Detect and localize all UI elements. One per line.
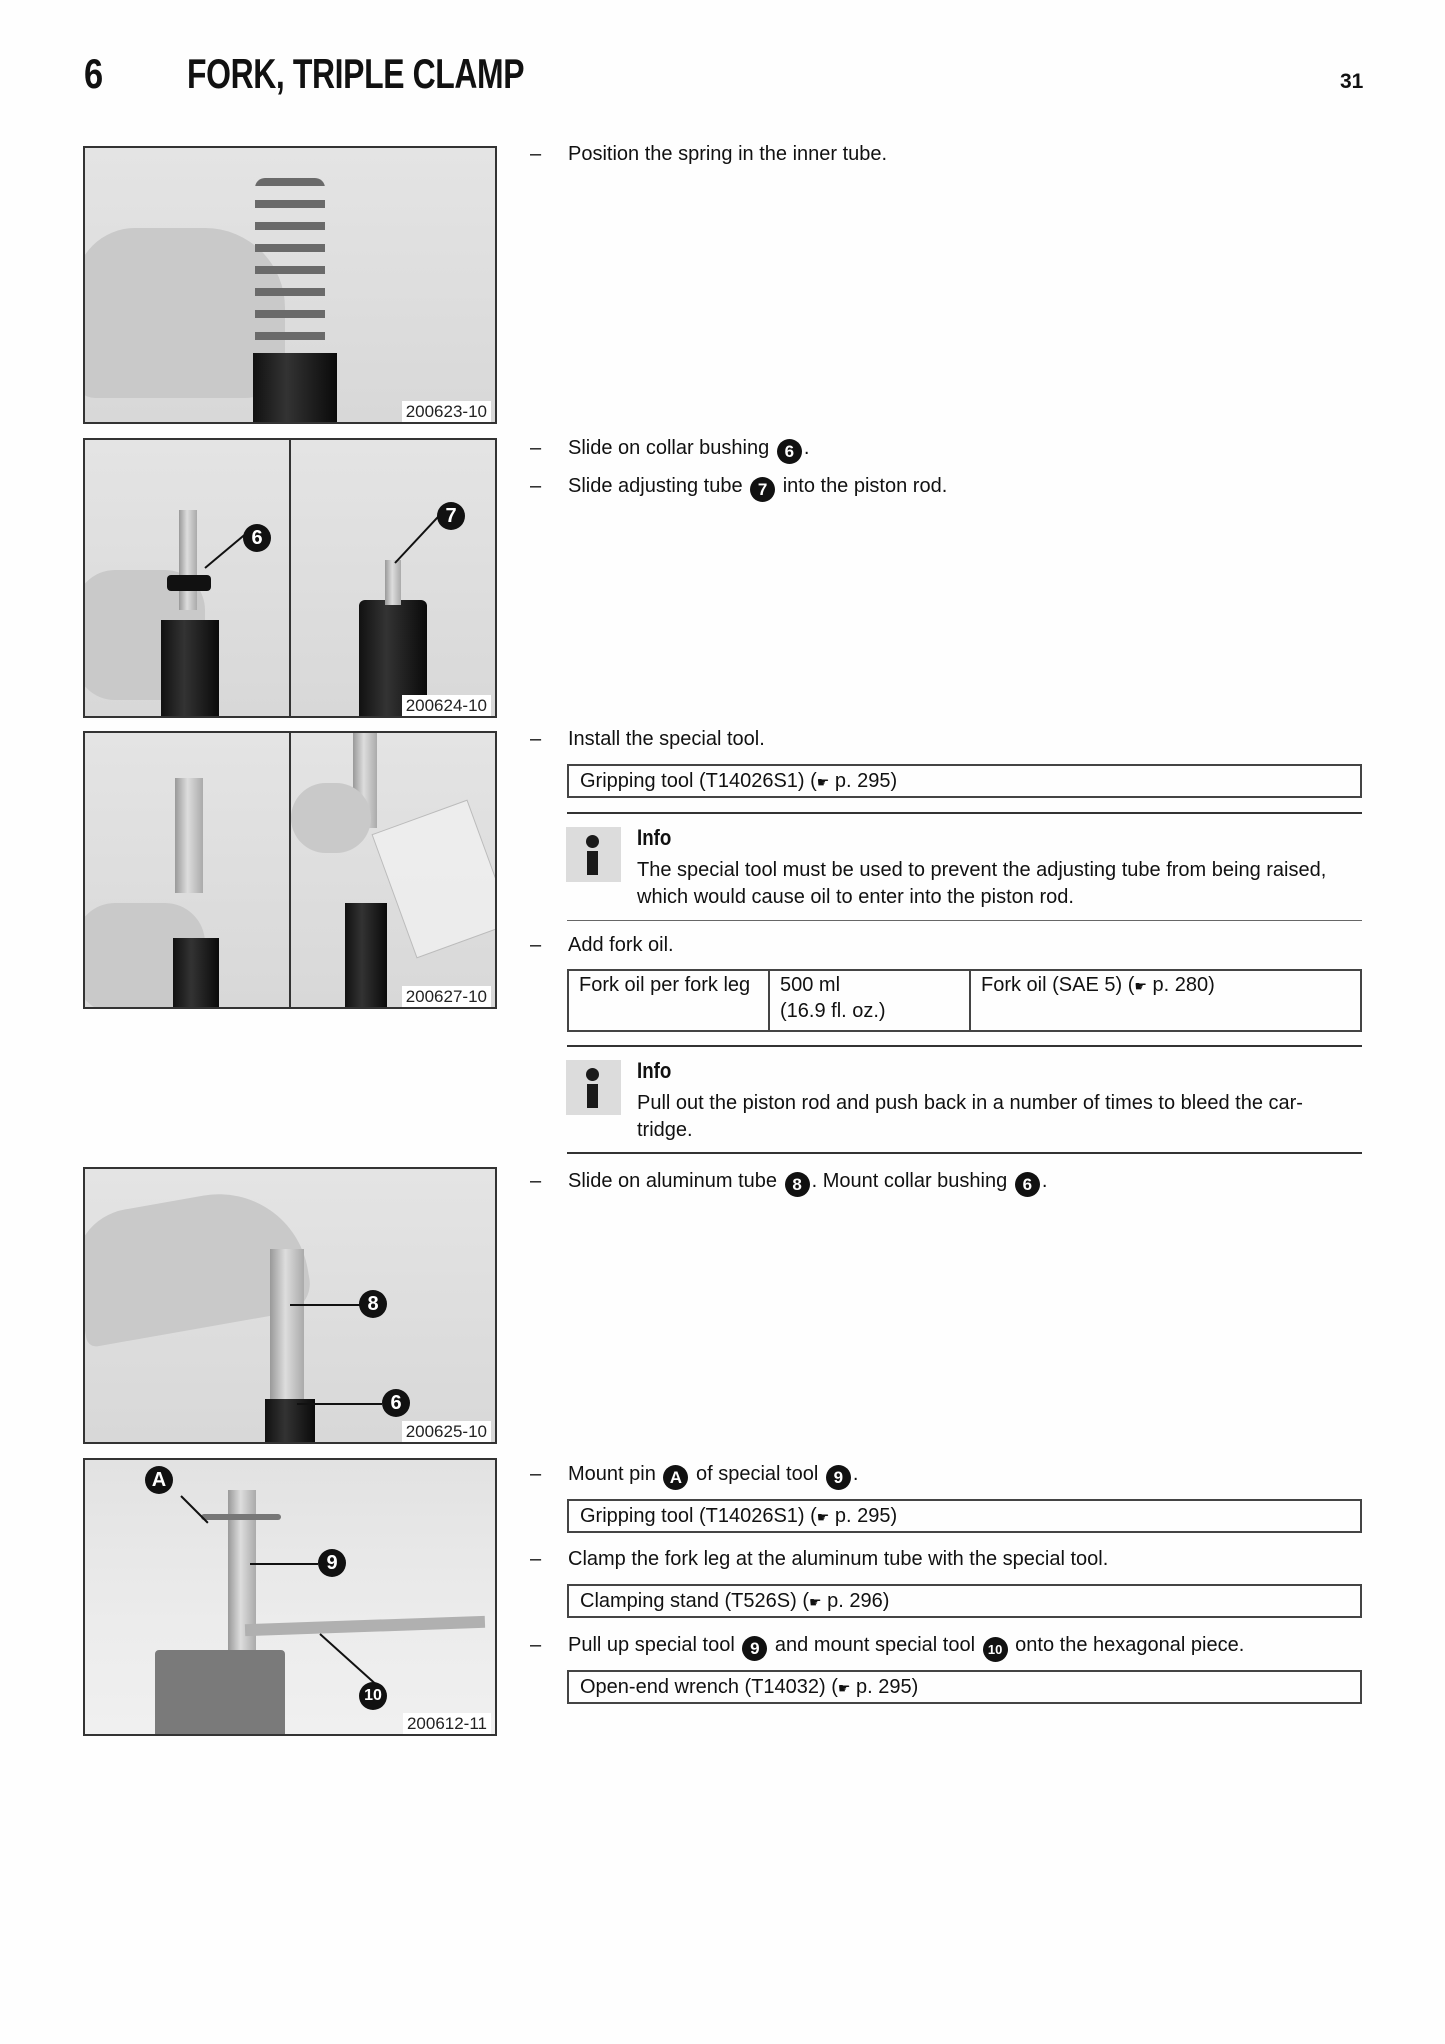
step-text: Mount pin [568,1463,656,1485]
ref-number-8: 8 [785,1172,810,1197]
callout-10: 10 [359,1682,387,1710]
step-text: Slide on aluminum tube [568,1170,778,1192]
chapter-number: 6 [84,50,103,97]
leader-line [250,1563,318,1565]
tool-reference-gripping-tool [567,1499,1362,1533]
step-text: Slide adjusting tube [568,475,743,497]
pin-image [201,1514,281,1520]
bullet-dash: – [530,143,542,165]
measuring-cup-image [372,800,497,959]
collar-bushing-image [167,575,211,591]
callout-8: 8 [359,1290,387,1318]
fork-oil-spec-table [567,969,1362,1032]
pointing-hand-icon: ☛ [816,774,830,790]
tool-page-link[interactable]: p. 295) [856,1676,919,1698]
tool-page-link[interactable]: p. 295) [834,1505,898,1527]
bullet-dash: – [530,934,542,956]
figure-special-tool-oil [83,731,497,1009]
ref-number-6: 6 [777,439,802,464]
info-icon [566,827,621,882]
info-body: Pull out the piston rod and push back in a number of times to bleed the car-tridge. [637,1092,1303,1141]
info-body: The special tool must be used to prevent the adjusting tube from being raised, which would cause oil to enter into the piston rod. [637,859,1327,908]
callout-6: 6 [382,1389,410,1417]
info-divider-top [567,1045,1362,1047]
info-title: Info [637,825,672,850]
bullet-dash: – [530,1548,542,1570]
info-divider-bottom [567,1152,1362,1154]
tool-name: Gripping tool (T14026S1) ( [580,770,817,792]
fork-tube-image [173,938,219,1009]
fork-tube-image [345,903,387,1009]
callout-9: 9 [318,1549,346,1577]
fork-tube-image [253,353,337,424]
tool-reference-gripping-tool [567,764,1362,798]
bullet-dash: – [530,1634,542,1656]
bullet-dash: – [530,1170,542,1192]
ref-number-10: 10 [983,1637,1008,1662]
figure-pane-right [291,733,495,1007]
figure-id: 200625-10 [402,1421,491,1442]
figure-id: 200627-10 [402,986,491,1007]
tool-name: Clamping stand (T526S) ( [580,1590,809,1612]
aluminum-tube-image [270,1249,304,1399]
bullet-dash: – [530,728,542,750]
leader-line [394,511,443,564]
tool-reference-clamping-stand [567,1584,1362,1618]
spec-value: 500 ml (16.9 fl. oz.) [769,970,970,1031]
leader-line [319,1633,380,1688]
step-text-end: onto the hexagonal piece. [1015,1634,1245,1656]
figure-id: 200623-10 [402,401,491,422]
ref-number-9: 9 [742,1636,767,1661]
piston-rod-image [179,510,197,610]
fork-tube-image [161,620,219,718]
figure-pane-right [291,440,495,716]
hand-image [291,783,371,853]
ref-number-7: 7 [750,477,775,502]
adjusting-tube-image [385,560,401,605]
pointing-hand-icon: ☛ [837,1680,851,1696]
tool-name: Open-end wrench (T14032) ( [580,1676,838,1698]
spec-oil-type: Fork oil (SAE 5) (☛ p. 280) [970,970,1361,1031]
figure-aluminum-tube [83,1167,497,1444]
step-text: Install the special tool. [568,728,765,750]
step-text: Clamp the fork leg at the aluminum tube with the special tool. [568,1548,1109,1570]
table-row [568,970,1361,1031]
step-text: Add fork oil. [568,934,674,956]
bullet-dash: – [530,1463,542,1485]
step-text: Slide on collar bushing [568,437,770,459]
figure-id: 200624-10 [402,695,491,716]
step-text-end: . [803,437,810,459]
bullet-dash: – [530,475,542,497]
open-end-wrench-image [245,1616,485,1636]
figure-mount-tools [83,1458,497,1736]
figure-collar-bushing [83,438,497,718]
step-text: Pull up special tool [568,1634,735,1656]
tool-page-link[interactable]: p. 296) [827,1590,890,1612]
gripping-tool-image [175,778,203,893]
page-number: 31 [1340,70,1364,93]
tool-name: Gripping tool (T14026S1) ( [580,1505,817,1527]
callout-A: A [145,1466,173,1494]
leader-line [297,1403,382,1405]
callout-7: 7 [437,502,465,530]
tool-page-link[interactable]: p. 295) [834,770,898,792]
spec-page-link[interactable]: p. 280) [1152,974,1215,996]
fork-tube-image [265,1399,315,1444]
step-text-mid: . Mount collar bushing [811,1170,1008,1192]
step-text: Position the spring in the inner tube. [568,143,888,165]
leader-line [290,1304,360,1306]
step-text-mid: and mount special tool [774,1634,976,1656]
info-title: Info [637,1058,672,1083]
bullet-dash: – [530,437,542,459]
pointing-hand-icon: ☛ [816,1509,830,1525]
figure-pane-left [85,733,291,1007]
pointing-hand-icon: ☛ [1134,978,1147,994]
info-icon [566,1060,621,1115]
step-text-end: . [1041,1170,1048,1192]
chapter-title: FORK, TRIPLE CLAMP [187,50,525,97]
figure-id: 200612-11 [403,1713,491,1734]
pointing-hand-icon: ☛ [808,1594,822,1610]
figure-pane-left [85,440,291,716]
step-text-end: . [852,1463,859,1485]
tool-reference-open-end-wrench [567,1670,1362,1704]
step-text-mid: of special tool [695,1463,819,1485]
spring-image [255,178,325,358]
figure-spring-insert [83,146,497,424]
ref-letter-A: A [663,1465,688,1490]
ref-number-9: 9 [826,1465,851,1490]
spec-label: Fork oil per fork leg [568,970,769,1031]
info-divider-top [567,812,1362,814]
callout-6: 6 [243,524,271,552]
vise-image [155,1650,285,1736]
info-divider-bottom [567,920,1362,921]
leader-line [180,1495,208,1523]
step-text-end: into the piston rod. [782,475,948,497]
ref-number-6: 6 [1015,1172,1040,1197]
